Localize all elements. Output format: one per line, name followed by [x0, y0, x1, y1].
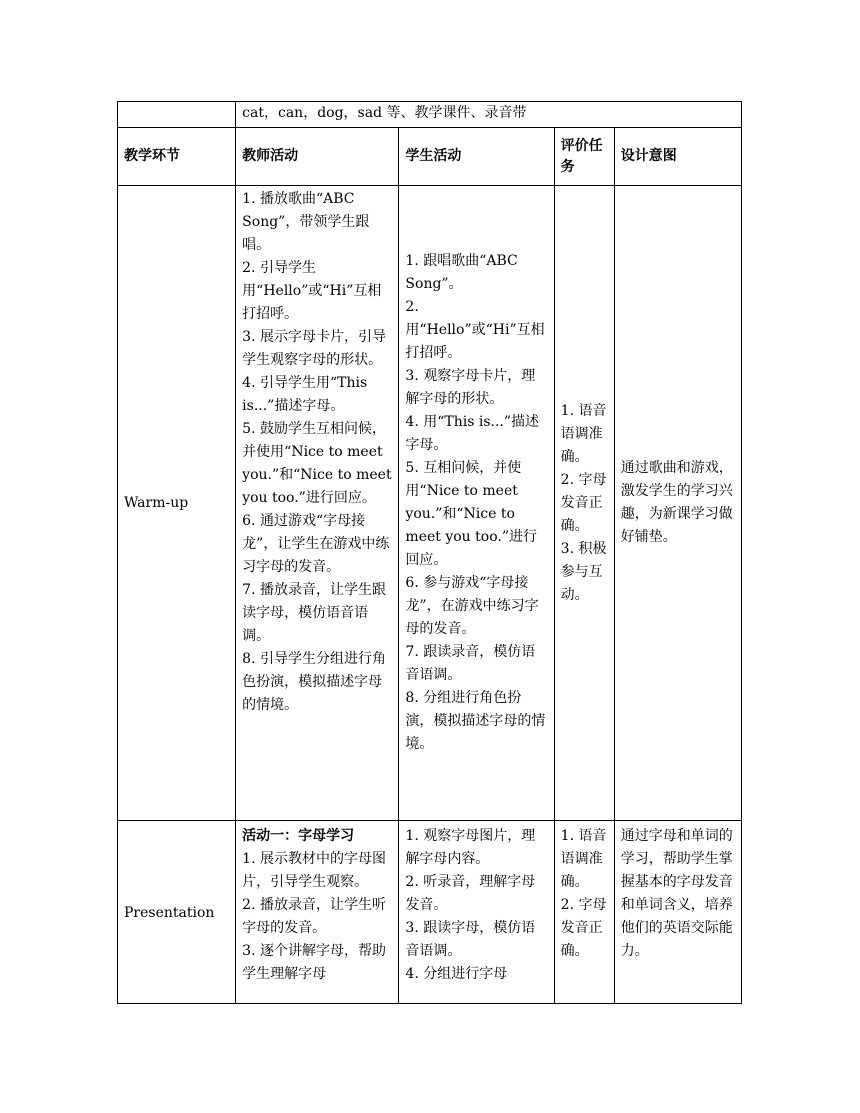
presentation-eval — [554, 821, 614, 1004]
warmup-student-item: 4. 用“This is...”描述字母。 — [405, 414, 540, 453]
presentation-student-item: 3. 跟读字母，模仿语音语调。 — [405, 920, 536, 959]
materials-label-cell — [118, 102, 236, 128]
warmup-teacher-activities — [236, 186, 399, 821]
presentation-teacher-item: 1. 展示教材中的字母图片，引导学生观察。 — [242, 851, 386, 890]
warmup-teacher-item: 1. 播放歌曲“ABC Song”，带领学生跟唱。 — [242, 191, 370, 253]
warmup-eval — [554, 186, 614, 821]
presentation-teacher-activities — [236, 821, 399, 1004]
header-row — [118, 128, 742, 186]
presentation-teacher-item: 3. 逐个讲解字母，帮助学生理解字母 — [242, 943, 386, 982]
warmup-teacher-item: 4. 引导学生用“This is...”描述字母。 — [242, 375, 368, 414]
warmup-student-item: 1. 跟唱歌曲“ABC Song”。 — [405, 253, 518, 292]
presentation-stage: Presentation — [118, 821, 236, 1004]
header-intent: 设计意图 — [614, 128, 741, 186]
presentation-student-activities — [399, 821, 554, 1004]
warmup-eval-item: 2. 字母发音正确。 — [560, 471, 607, 534]
presentation-student-item: 4. 分组进行字母 — [405, 966, 508, 982]
warmup-student-item: 3. 观察字母卡片，理解字母的形状。 — [405, 368, 536, 407]
header-stage: 教学环节 — [118, 128, 236, 186]
presentation-student-item: 2. 听录音，理解字母发音。 — [405, 874, 536, 913]
presentation-eval-item: 1. 语音语调准确。 — [560, 828, 607, 890]
activity-title: 活动一：字母学习 — [242, 828, 355, 844]
warmup-stage: Warm-up — [118, 186, 236, 821]
presentation-row — [118, 821, 742, 1004]
presentation-eval-item: 2. 字母发音正确。 — [560, 897, 607, 959]
lesson-plan-table — [117, 101, 742, 1004]
warmup-teacher-item: 7. 播放录音，让学生跟读字母，模仿语音语调。 — [242, 582, 386, 644]
warmup-eval-item: 3. 积极参与互动。 — [560, 540, 607, 603]
header-student: 学生活动 — [399, 128, 554, 186]
warmup-student-item: 6. 参与游戏“字母接龙”，在游戏中练习字母的发音。 — [405, 575, 539, 637]
warmup-student-item: 2. 用“Hello”或“Hi”互相打招呼。 — [405, 299, 545, 361]
presentation-intent: 通过字母和单词的学习，帮助学生掌握基本的字母发音和单词含义，培养他们的英语交际能力。 — [614, 821, 741, 1004]
warmup-teacher-item: 2. 引导学生用“Hello”或“Hi”互相打招呼。 — [242, 260, 382, 322]
warmup-student-item: 5. 互相问候，并使用“Nice to meet you.”和“Nice to meet you too.”进行回应。 — [405, 460, 537, 568]
materials-text: cat，can，dog，sad 等、教学课件、录音带 — [236, 102, 742, 128]
materials-row — [118, 102, 742, 128]
presentation-student-item: 1. 观察字母图片，理解字母内容。 — [405, 828, 536, 867]
warmup-row — [118, 186, 742, 821]
warmup-teacher-item: 5. 鼓励学生互相问候，并使用“Nice to meet you.”和“Nice to meet you too.”进行回应。 — [242, 421, 392, 506]
warmup-intent: 通过歌曲和游戏，激发学生的学习兴趣，为新课学习做好铺垫。 — [614, 186, 741, 821]
warmup-teacher-item: 6. 通过游戏“字母接龙”，让学生在游戏中练习字母的发音。 — [242, 513, 390, 575]
presentation-teacher-item: 2. 播放录音，让学生听字母的发音。 — [242, 897, 386, 936]
warmup-teacher-item: 3. 展示字母卡片，引导学生观察字母的形状。 — [242, 329, 386, 368]
warmup-student-activities — [399, 186, 554, 821]
warmup-student-item: 8. 分组进行角色扮演，模拟描述字母的情境。 — [405, 690, 546, 752]
header-eval: 评价任务 — [554, 128, 614, 186]
header-teacher: 教师活动 — [236, 128, 399, 186]
warmup-eval-item: 1. 语音语调准确。 — [560, 402, 607, 465]
warmup-teacher-item: 8. 引导学生分组进行角色扮演，模拟描述字母的情境。 — [242, 651, 386, 713]
warmup-student-item: 7. 跟读录音，模仿语音语调。 — [405, 644, 536, 683]
